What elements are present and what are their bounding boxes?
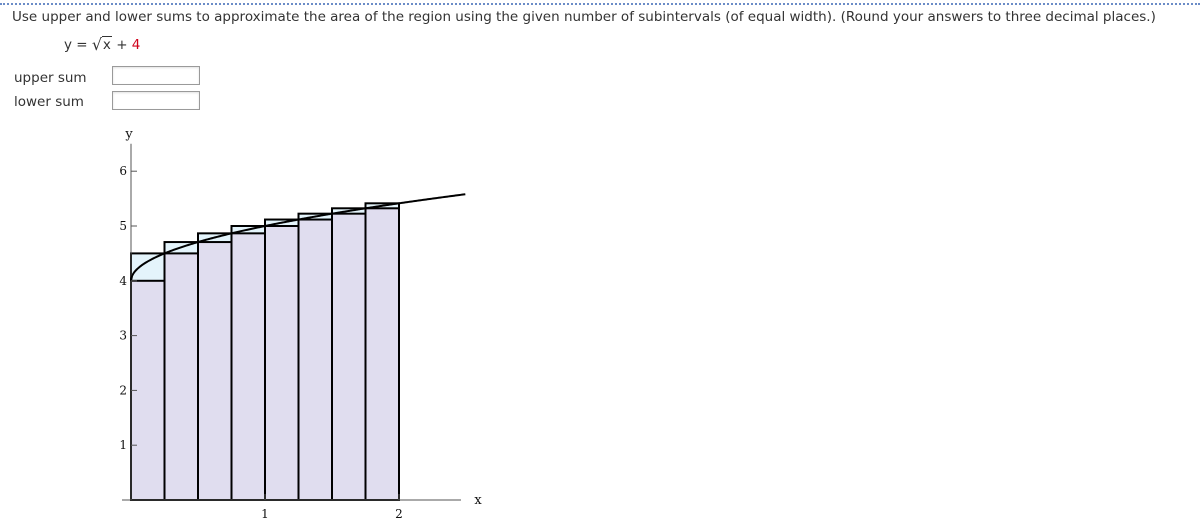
lower-rectangle: [232, 233, 266, 500]
equation-radicand: x: [102, 37, 111, 53]
x-axis-label: x: [474, 493, 482, 508]
lower-rectangle: [198, 242, 232, 500]
y-tick-label: 1: [119, 438, 127, 453]
equation-operator: +: [116, 37, 128, 53]
lower-rectangle: [165, 253, 199, 500]
equation-lhs: y =: [64, 37, 88, 53]
upper-sum-label: upper sum: [14, 70, 87, 86]
y-tick-label: 6: [119, 164, 127, 179]
x-tick-label: 2: [395, 507, 403, 521]
y-axis-label: y: [125, 126, 133, 142]
instructions-text: Use upper and lower sums to approximate the area of the region using the given number of subintervals (of equal width). (Round your answers to three decimal places.): [12, 9, 1156, 25]
x-tick-label: 1: [261, 507, 269, 521]
lower-rectangle: [332, 214, 366, 500]
lower-rectangle: [366, 208, 400, 500]
sqrt-icon: √: [91, 35, 103, 54]
y-tick-label: 4: [119, 273, 127, 288]
lower-rectangle: [265, 226, 299, 500]
lower-sum-label: lower sum: [14, 94, 84, 110]
y-tick-label: 5: [119, 219, 127, 233]
y-tick-label: 2: [119, 383, 127, 398]
equation-constant: 4: [131, 37, 141, 53]
y-tick-label: 3: [119, 328, 127, 343]
lower-rectangle: [299, 220, 333, 500]
